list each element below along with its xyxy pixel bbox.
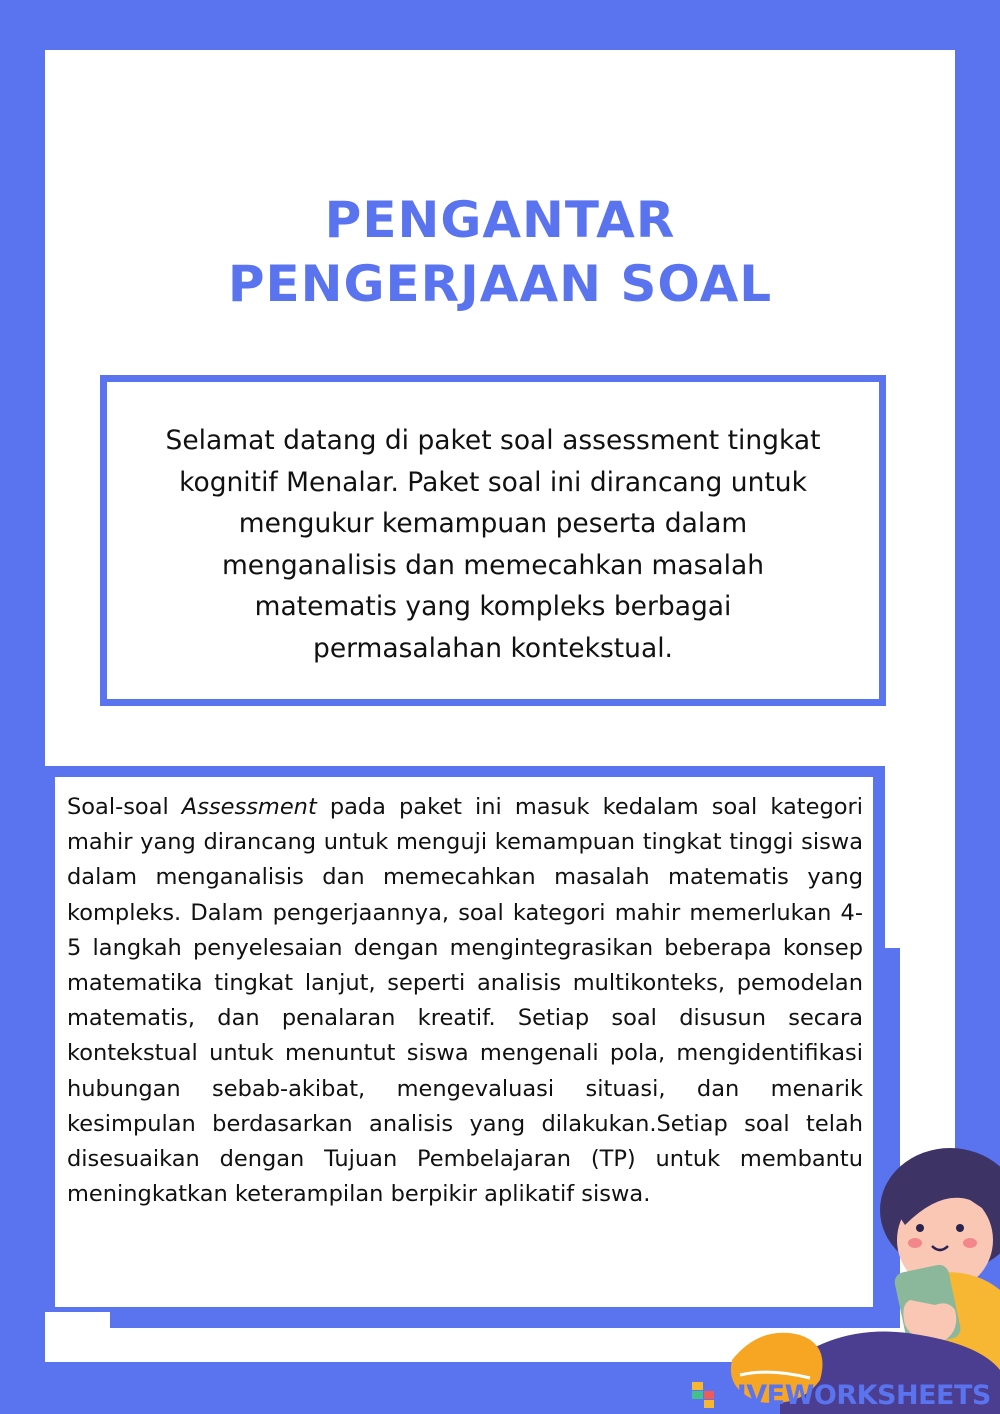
watermark [692, 1378, 991, 1412]
intro-line: Selamat datang di paket soal assessment tingkat [165, 425, 821, 456]
title-line-2: PENGERJAAN SOAL [227, 255, 773, 313]
title-line-1: PENGANTAR [324, 191, 676, 249]
body-text: pada paket ini masuk kedalam soal kategori mahir yang dirancang untuk menguji kemampuan tingkat tinggi siswa dalam menganalisis dan memecahkan masalah matematis yang kompleks. Dalam pengerjaannya, soal kategori mahir memerlukan 4-5 langkah penyelesaian dengan mengintegrasikan beberapa konsep matematika tingkat lanjut, seperti analisis multikonteks, pemodelan matematis, dan penalaran kreatif. Setiap soal disusun secara kontekstual untuk menuntut siswa mengenali pola, mengidentifikasi hubungan sebab-akibat, mengevaluasi situasi, dan menarik kesimpulan berdasarkan analisis yang dilakukan.Setiap soal telah disesuaikan dengan Tujuan Pembelajaran (TP) untuk membantu meningkatkan keterampilan berpikir aplikatif siswa. [67, 794, 863, 1208]
body-prefix: Soal-soal [67, 794, 182, 820]
intro-line: permasalahan kontekstual. [313, 632, 673, 664]
page-notch [45, 1318, 110, 1362]
intro-line: mengukur kemampuan peserta dalam [238, 508, 748, 539]
intro-box [100, 375, 886, 706]
body-emphasis: Assessment [181, 794, 317, 820]
girl-with-phone-illustration [720, 1140, 1000, 1414]
intro-text [107, 420, 879, 669]
liveworksheets-logo [692, 1382, 714, 1408]
intro-line: matematis yang kompleks berbagai [254, 591, 732, 622]
intro-line: menganalisis dan memecahkan masalah [221, 549, 765, 581]
intro-line: kognitif Menalar. Paket soal ini dirancang untuk [179, 466, 807, 498]
watermark-text: LIVEWORKSHEETS [720, 1379, 991, 1411]
page-title [0, 188, 1000, 316]
